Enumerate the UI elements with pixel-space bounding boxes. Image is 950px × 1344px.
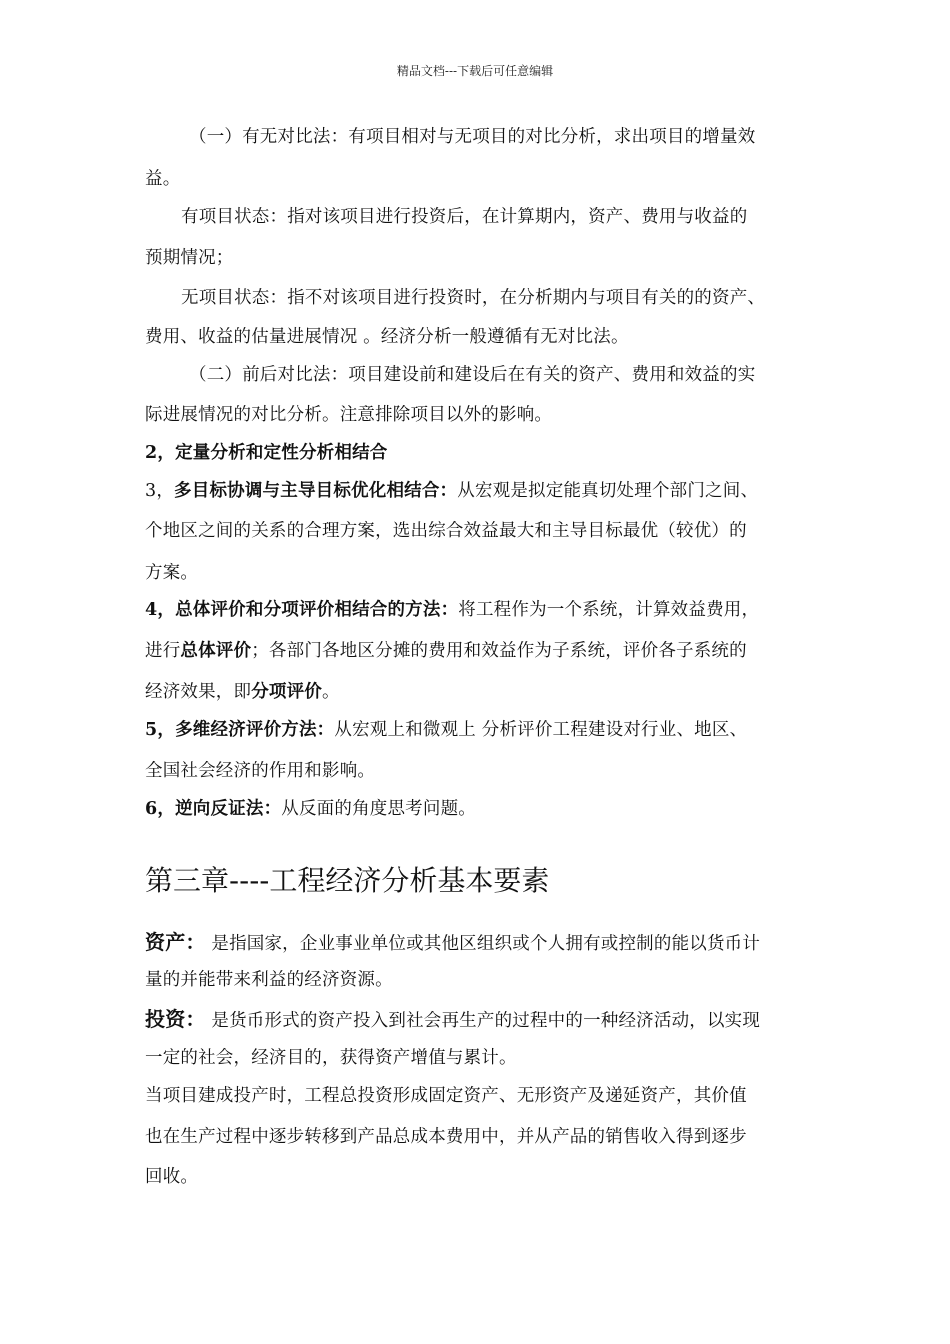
paragraph-before-after-line2: 际进展情况的对比分析。注意排除项目以外的影响。 — [145, 405, 553, 425]
item-4-line2 — [145, 638, 810, 664]
item-3-number: 3， — [145, 481, 175, 501]
item-2-heading: 2，定量分析和定性分析相结合 — [145, 443, 388, 463]
closing-line1: 当项目建成投产时，工程总投资形成固定资产、无形资产及递延资产，其价值 — [145, 1086, 747, 1106]
paragraph-with-project-line1: 有项目状态：指对该项目进行投资后，在计算期内，资产、费用与收益的 — [181, 207, 748, 227]
item-3-line2: 个地区之间的关系的合理方案，选出综合效益最大和主导目标最优（较优）的 — [145, 521, 747, 541]
item-4-line2-text-a: 进行 — [145, 641, 181, 661]
closing-line3: 回收。 — [145, 1167, 199, 1187]
item-4-line2-text-b: ；各部门各地区分摊的费用和效益作为子系统，评价各子系统的 — [251, 641, 747, 661]
item-5-heading: 5，多维经济评价方法： — [145, 720, 335, 740]
chapter-heading: 第三章----工程经济分析基本要素 — [145, 864, 550, 897]
item-5-text: 从宏观上和微观上 分析评价工程建设对行业、地区、 — [334, 720, 748, 740]
item-6-heading: 6，逆向反证法： — [145, 799, 282, 819]
page-header: 精品文档---下载后可任意编辑 — [396, 64, 554, 78]
item-4-line3 — [145, 679, 810, 705]
assets-line2: 量的并能带来利益的经济资源。 — [145, 970, 393, 990]
paragraph-before-after-line1: （二）前后对比法：项目建设前和建设后在有关的资产、费用和效益的实 — [189, 365, 756, 385]
item-5-line2: 全国社会经济的作用和影响。 — [145, 761, 376, 781]
paragraph-with-without-line2: 益。 — [145, 169, 181, 189]
item-3-line1 — [145, 478, 810, 504]
assets-definition: 是指国家，企业事业单位或其他区组织或个人拥有或控制的能以货币计 — [205, 934, 761, 954]
item-4-overall-term: 总体评价 — [180, 641, 252, 661]
paragraph-without-project-line2: 费用、收益的估量进展情况 。经济分析一般遵循有无对比法。 — [145, 327, 629, 347]
item-4-line3-text-a: 经济效果，即 — [145, 682, 252, 702]
item-4-line3-text-b: 。 — [322, 682, 340, 702]
paragraph-with-without-line1: （一）有无对比法：有项目相对与无项目的对比分析，求出项目的增量效 — [189, 127, 756, 147]
item-3-heading: 多目标协调与主导目标优化相结合： — [174, 481, 458, 501]
paragraph-without-project-line1: 无项目状态：指不对该项目进行投资时，在分析期内与项目有关的的资产、 — [181, 288, 766, 308]
closing-line2: 也在生产过程中逐步转移到产品总成本费用中，并从产品的销售收入得到逐步 — [145, 1127, 747, 1147]
item-6-text: 从反面的角度思考问题。 — [281, 799, 476, 819]
item-4-text: 将工程作为一个系统，计算效益费用， — [458, 600, 760, 620]
item-4-itemized-term: 分项评价 — [251, 682, 323, 702]
investment-definition: 是货币形式的资产投入到社会再生产的过程中的一种经济活动，以实现 — [205, 1011, 761, 1031]
item-5-line1 — [145, 717, 810, 743]
investment-term: 投资： — [145, 1007, 206, 1031]
item-4-line1 — [145, 597, 810, 623]
investment-line1 — [145, 1006, 810, 1034]
assets-line1 — [145, 929, 810, 957]
item-4-heading: 4，总体评价和分项评价相结合的方法： — [145, 600, 459, 620]
item-3-line3: 方案。 — [145, 563, 199, 583]
assets-term: 资产： — [145, 930, 206, 954]
item-3-text: 从宏观是拟定能真切处理个部门之间、 — [457, 481, 759, 501]
investment-line2: 一定的社会，经济目的，获得资产增值与累计。 — [145, 1048, 517, 1068]
paragraph-with-project-line2: 预期情况； — [145, 248, 234, 268]
item-6-line1 — [145, 796, 810, 822]
